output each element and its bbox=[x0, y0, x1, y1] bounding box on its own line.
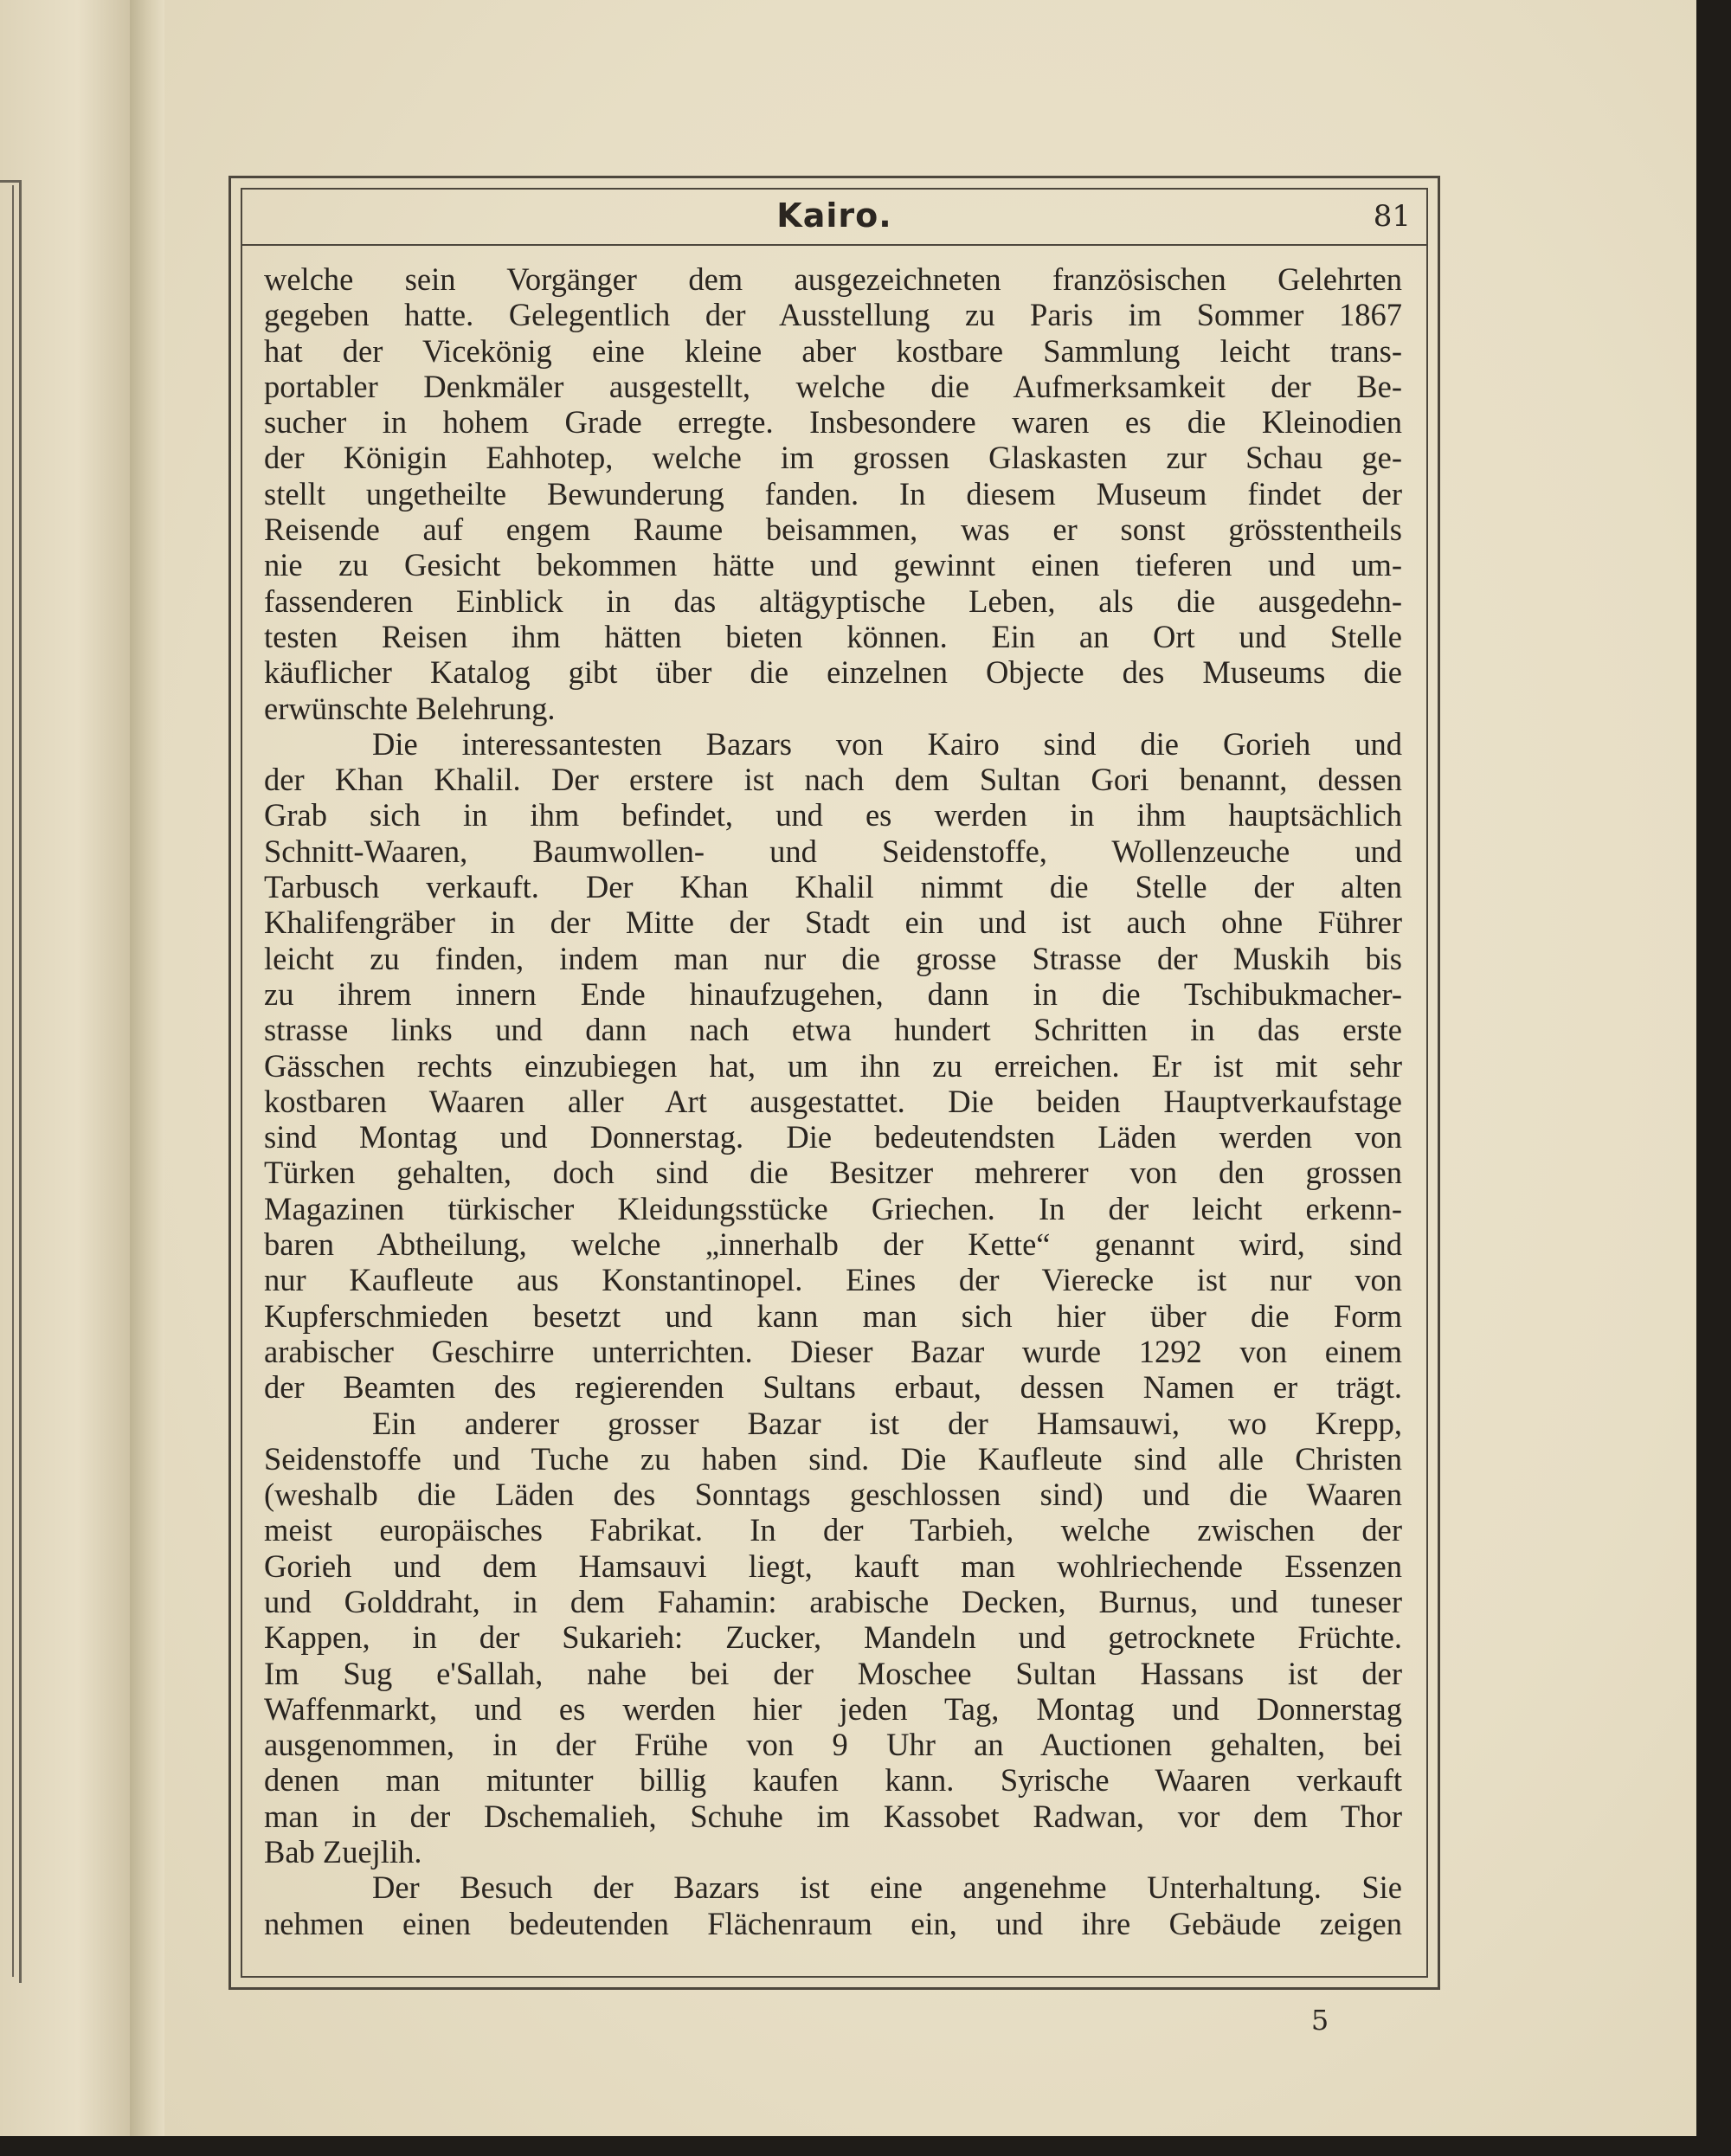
text-line: nur Kaufleute aus Konstantinopel. Eines der Vierecke ist nur von bbox=[264, 1262, 1402, 1298]
text-line: und Golddraht, in dem Fahamin: arabische Decken, Burnus, und tuneser bbox=[264, 1583, 1402, 1619]
text-line: sucher in hohem Grade erregte. Insbesondere waren es die Kleinodien bbox=[264, 404, 1402, 441]
text-line: erwünschte Belehrung. bbox=[264, 690, 556, 726]
text-line: portabler Denkmäler ausgestellt, welche die Aufmerksamkeit der Be- bbox=[264, 368, 1402, 404]
page-number: 81 bbox=[1373, 199, 1411, 234]
text-line: sind Montag und Donnerstag. Die bedeutendsten Läden werden von bbox=[264, 1119, 1402, 1155]
text-line: Der Besuch der Bazars ist eine angenehme Unterhaltung. Sie bbox=[372, 1870, 1402, 1906]
header-rule bbox=[241, 244, 1428, 246]
text-line: welche sein Vorgänger dem ausgezeichneten französischen Gelehrten bbox=[264, 261, 1402, 297]
running-title: Kairo. bbox=[776, 196, 892, 235]
text-line: denen man mitunter billig kaufen kann. Syrische Waaren verkauft bbox=[264, 1762, 1402, 1799]
text-line: Die interessantesten Bazars von Kairo sind die Gorieh und bbox=[372, 725, 1402, 762]
text-line: Kappen, in der Sukarieh: Zucker, Mandeln und getrocknete Früchte. bbox=[264, 1619, 1402, 1656]
text-line: Seidenstoffe und Tuche zu haben sind. Die Kaufleute sind alle Christen bbox=[264, 1440, 1402, 1477]
text-line: Tarbusch verkauft. Der Khan Khalil nimmt die Stelle der alten bbox=[264, 869, 1402, 905]
text-line: strasse links und dann nach etwa hundert Schritten in das erste bbox=[264, 1012, 1402, 1048]
text-line: käuflicher Katalog gibt über die einzelnen Objecte des Museums die bbox=[264, 654, 1402, 691]
text-line: man in der Dschemalieh, Schuhe im Kassobet Radwan, vor dem Thor bbox=[264, 1798, 1402, 1834]
text-line: kostbaren Waaren aller Art ausgestattet. Die beiden Hauptverkaufstage bbox=[264, 1083, 1402, 1119]
text-line: Khalifengräber in der Mitte der Stadt ein und ist auch ohne Führer bbox=[264, 904, 1402, 941]
text-line: Im Sug e'Sallah, nahe bei der Moschee Sultan Hassans ist der bbox=[264, 1655, 1402, 1691]
book-gutter bbox=[130, 0, 164, 2136]
text-line: der Khan Khalil. Der erstere ist nach dem Sultan Gori benannt, dessen bbox=[264, 762, 1402, 798]
text-line: fassenderen Einblick in das altägyptische Leben, als die ausgedehn- bbox=[264, 582, 1402, 619]
text-line: Bab Zuejlih. bbox=[264, 1834, 422, 1870]
text-line: zu ihrem innern Ende hinaufzugehen, dann in die Tschibukmacher- bbox=[264, 975, 1402, 1012]
text-line: Kupferschmieden besetzt und kann man sich hier über die Form bbox=[264, 1297, 1402, 1334]
text-line: Grab sich in ihm befindet, und es werden in ihm hauptsächlich bbox=[264, 797, 1402, 833]
text-line: der Beamten des regierenden Sultans erbaut, dessen Namen er trägt. bbox=[264, 1369, 1402, 1406]
text-line: testen Reisen ihm hätten bieten können. Ein an Ort und Stelle bbox=[264, 618, 1402, 654]
body-text bbox=[264, 261, 1402, 1958]
text-line: gegeben hatte. Gelegentlich der Ausstellung zu Paris im Sommer 1867 bbox=[264, 297, 1402, 333]
text-line: (weshalb die Läden des Sonntags geschlossen sind) und die Waaren bbox=[264, 1477, 1402, 1513]
text-line: stellt ungetheilte Bewunderung fanden. In diesem Museum findet der bbox=[264, 475, 1402, 512]
text-line: Gorieh und dem Hamsauvi liegt, kauft man wohlriechende Essenzen bbox=[264, 1548, 1402, 1584]
text-line: baren Abtheilung, welche „innerhalb der Kette“ genannt wird, sind bbox=[264, 1226, 1402, 1263]
text-line: Gässchen rechts einzubiegen hat, um ihn zu erreichen. Er ist mit sehr bbox=[264, 1047, 1402, 1084]
text-line: Türken gehalten, doch sind die Besitzer mehrerer von den grossen bbox=[264, 1155, 1402, 1191]
text-line: Reisende auf engem Raume beisammen, was er sonst grösstentheils bbox=[264, 512, 1402, 548]
text-line: arabischer Geschirre unterrichten. Dieser Bazar wurde 1292 von einem bbox=[264, 1333, 1402, 1369]
text-line: hat der Vicekönig eine kleine aber kostbare Sammlung leicht trans- bbox=[264, 332, 1402, 369]
text-line: Magazinen türkischer Kleidungsstücke Griechen. In der leicht erkenn- bbox=[264, 1190, 1402, 1226]
text-line: Schnitt-Waaren, Baumwollen- und Seidenstoffe, Wollenzeuche und bbox=[264, 833, 1402, 869]
text-line: ausgenommen, in der Frühe von 9 Uhr an Auctionen gehalten, bei bbox=[264, 1727, 1402, 1763]
text-line: nehmen einen bedeutenden Flächenraum ein, und ihre Gebäude zeigen bbox=[264, 1905, 1402, 1941]
text-line: Ein anderer grosser Bazar ist der Hamsauwi, wo Krepp, bbox=[372, 1405, 1402, 1441]
left-page-frame-inner bbox=[0, 185, 14, 1977]
text-line: leicht zu finden, indem man nur die grosse Strasse der Muskih bis bbox=[264, 940, 1402, 976]
text-line: Waffenmarkt, und es werden hier jeden Tag, Montag und Donnerstag bbox=[264, 1690, 1402, 1727]
left-page-edge bbox=[0, 0, 130, 2136]
text-line: nie zu Gesicht bekommen hätte und gewinnt einen tieferen und um- bbox=[264, 547, 1402, 583]
text-line: der Königin Eahhotep, welche im grossen Glaskasten zur Schau ge- bbox=[264, 440, 1402, 476]
sheet-signature: 5 bbox=[1310, 2004, 1329, 2037]
text-line: meist europäisches Fabrikat. In der Tarbieh, welche zwischen der bbox=[264, 1512, 1402, 1548]
